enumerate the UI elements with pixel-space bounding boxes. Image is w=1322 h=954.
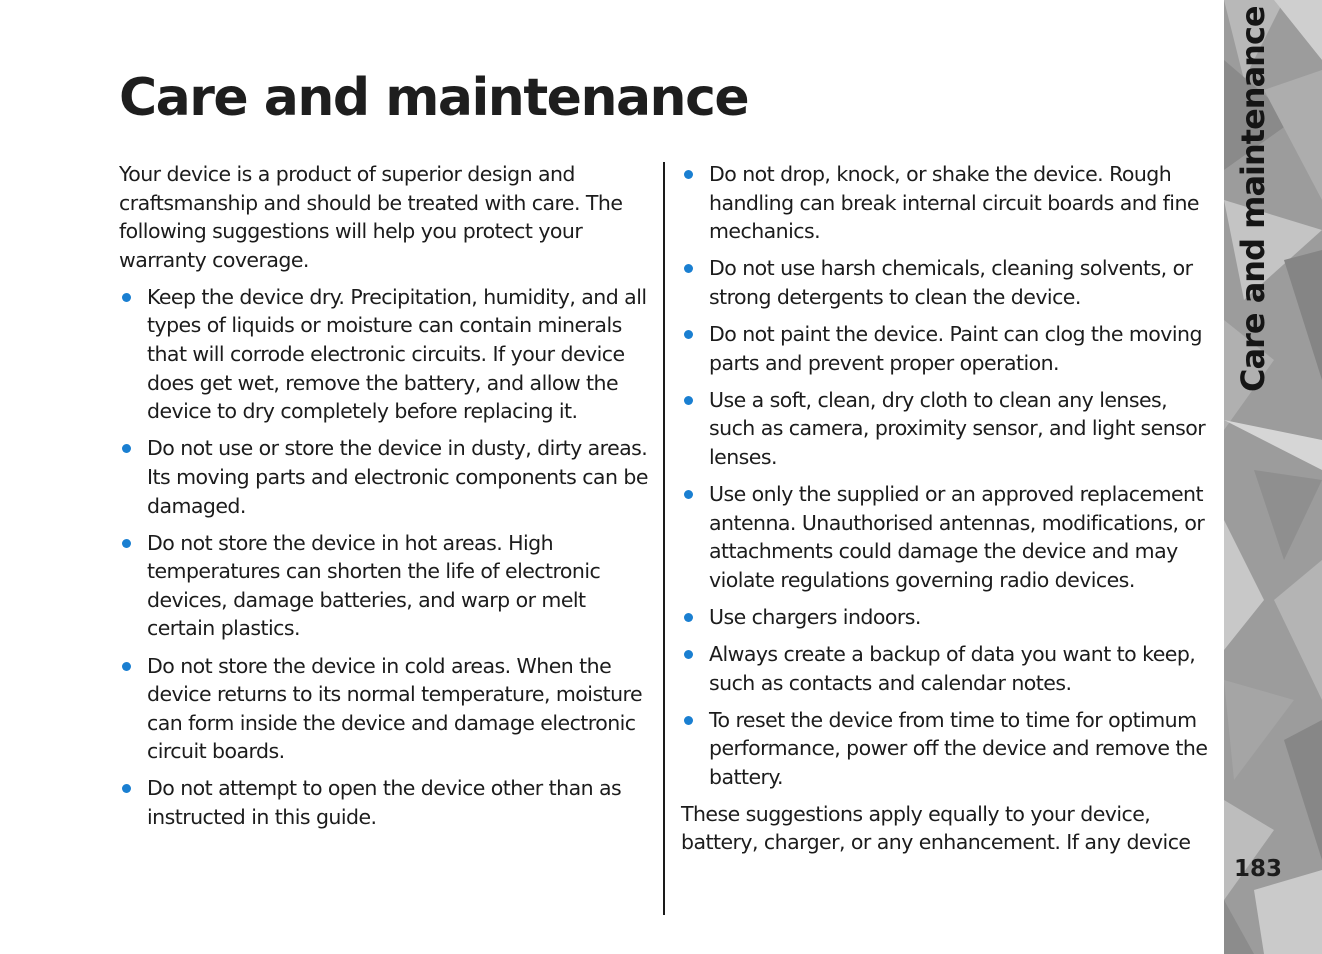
list-item-text: Use chargers indoors.	[709, 604, 921, 629]
list-item	[119, 283, 651, 426]
page-title: Care and maintenance	[119, 68, 749, 128]
list-item	[681, 254, 1213, 311]
list-item-text: Do not use or store the device in dusty, dirty areas. Its moving parts and electronic components can be damaged.	[147, 436, 648, 518]
list-item	[119, 652, 651, 766]
bullet-icon	[122, 662, 131, 671]
list-item	[681, 706, 1213, 792]
bullet-icon	[122, 784, 131, 793]
list-item	[681, 386, 1213, 472]
list-item-text: Use a soft, clean, dry cloth to clean any lenses, such as camera, proximity sensor, and light sensor lenses.	[709, 387, 1206, 469]
list-item	[681, 160, 1213, 246]
list-item-text: Always create a backup of data you want to keep, such as contacts and calendar notes.	[709, 641, 1196, 695]
bullet-icon	[684, 613, 693, 622]
closing-paragraph: These suggestions apply equally to your device, battery, charger, or any enhancement. If any device	[681, 801, 1191, 855]
list-item-text: Do not attempt to open the device other than as instructed in this guide.	[147, 776, 622, 829]
bullet-icon	[684, 490, 693, 499]
list-item-text: To reset the device from time to time for optimum performance, power off the device and remove the battery.	[709, 707, 1208, 789]
bullet-icon	[684, 650, 693, 659]
list-item	[681, 480, 1213, 594]
bullet-icon	[684, 170, 693, 179]
list-item	[119, 434, 651, 520]
bullet-icon	[684, 330, 693, 339]
bullet-icon	[122, 293, 131, 302]
bullet-icon	[684, 716, 693, 725]
list-item	[681, 640, 1213, 697]
intro-paragraph: Your device is a product of superior design and craftsmanship and should be treated with care. The following suggestions will help you protect your warranty coverage.	[119, 162, 623, 272]
list-item-text: Keep the device dry. Precipitation, humidity, and all types of liquids or moisture can contain minerals that will corrode electronic circuits. If your device does get wet, remove the battery, and allow the device to dry completely before replacing it.	[147, 284, 647, 424]
list-item	[681, 320, 1213, 377]
left-bullet-list	[119, 283, 651, 832]
list-item-text: Do not drop, knock, or shake the device. Rough handling can break internal circuit boards and fine mechanics.	[709, 162, 1199, 244]
list-item-text: Do not use harsh chemicals, cleaning solvents, or strong detergents to clean the device.	[709, 256, 1193, 309]
column-divider	[663, 162, 665, 915]
right-column	[681, 160, 1213, 857]
list-item	[119, 529, 651, 643]
left-column	[119, 160, 651, 840]
list-item-text: Do not store the device in hot areas. High temperatures can shorten the life of electronic devices, damage batteries, and warp or melt certain plastics.	[147, 530, 601, 641]
bullet-icon	[122, 444, 131, 453]
list-item-text: Use only the supplied or an approved replacement antenna. Unauthorised antennas, modifications, or attachments could damage the device and may violate regulations governing radio devices.	[709, 481, 1205, 592]
list-item	[681, 603, 1213, 632]
list-item-text: Do not paint the device. Paint can clog the moving parts and prevent proper operation.	[709, 321, 1202, 375]
right-bullet-list	[681, 160, 1213, 791]
list-item	[119, 774, 651, 831]
list-item-text: Do not store the device in cold areas. When the device returns to its normal temperature, moisture can form inside the device and damage electronic circuit boards.	[147, 653, 643, 764]
bullet-icon	[122, 539, 131, 548]
bullet-icon	[684, 264, 693, 273]
side-tab-title: Care and maintenance	[1234, 6, 1272, 392]
bullet-icon	[684, 396, 693, 405]
page-number: 183	[1233, 856, 1282, 882]
